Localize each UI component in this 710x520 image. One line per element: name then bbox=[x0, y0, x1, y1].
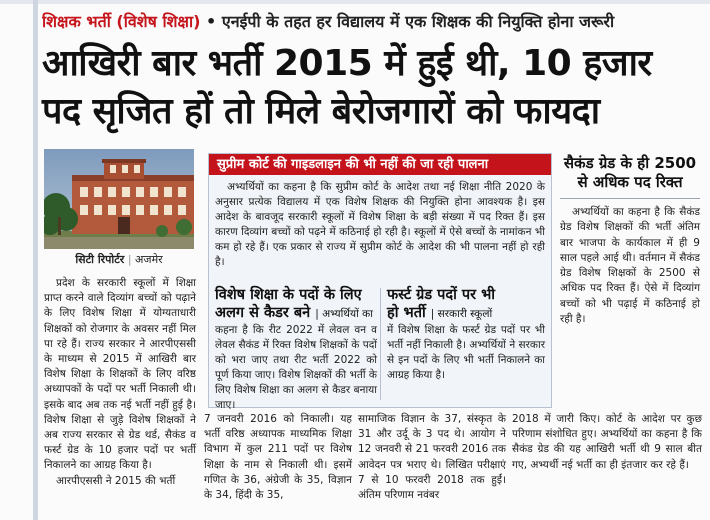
first-grade-lead-text: | सरकारी स्कूलों bbox=[430, 308, 493, 320]
sidebar-rule bbox=[560, 198, 700, 199]
left-column bbox=[44, 276, 196, 489]
cadre-subhead-line-2: अलग से कैडर बने bbox=[215, 305, 311, 321]
byline-place: अजमेर bbox=[135, 253, 163, 266]
box-body-text: अभ्यर्थियों का कहना है कि सुप्रीम कोर्ट के आदेश तथा नई शिक्षा नीति 2020 के अनुसार प्रत्येक विद्यालय में एक विशेष शिक्षक की नियुक्ति होना आवश्यक है। इस आदेश के बावजूद सरकारी स्कूलों में विशेष शिक्षा के बड़ी संख्या में पद रिक्त हैं। इस कारण दिव्यांग बच्चों को पढ़ने में कठिनाई हो रही है। स्कूलों में ऐसे बच्चों के नामांकन भी कम हो रहे हैं। एक प्रकार से राज्य में सुप्रीम कोर्ट के आदेश की भी पालना नहीं हो रही है। bbox=[215, 181, 545, 268]
sidebar-heading: सैकंड ग्रेड के ही 2500 से अधिक पद रिक्त bbox=[563, 154, 697, 191]
box-subsection-first-grade bbox=[387, 286, 545, 383]
cadre-lead-text: | अभ्यर्थियों का bbox=[315, 308, 373, 320]
left-column-text: प्रदेश के सरकारी स्कूलों में शिक्षा प्राप्त करने वाले दिव्यांग बच्चों को पढ़ाने के लिए विशेष शिक्षा में योग्यताधारी शिक्षकों को रोजगार के अवसर नहीं मिल पा रहे हैं। राज्य सरकार ने आरपीएससी के माध्यम से 2015 में आखिरी बार विशेष शिक्षा के शिक्षकों के लिए वरिष्ठ अध्यापकों के पदों पर भर्ती निकाली थी। इसके बाद अब तक नई भर्ती नहीं हुई है। विशेष शिक्षा से जुड़े विशेष शिक्षकों ने अब राज्य सरकार से ग्रेड थर्ड, सैकंड व फर्स्ट ग्रेड के 10 हजार पदों पर भर्ती निकालने का आग्रह किया है। bbox=[44, 277, 196, 472]
left-edge-rule bbox=[33, 0, 38, 520]
cadre-subhead-line-1: विशेष शिक्षा के पदों के लिए bbox=[215, 287, 362, 303]
bottom-column-2: सामाजिक विज्ञान के 37, संस्कृत के 31 और उर्दू के 3 पद थे। आयोग ने 12 जनवरी से 21 फरवरी 2016 तक आवेदन पत्र भराए थे। लिखित परीक्षाएं 7 से 10 फरवरी 2018 तक हुईं। अंतिम परिणाम नवंबर bbox=[358, 413, 506, 502]
sidebar-text-block bbox=[560, 205, 700, 327]
kicker-subtitle: एनईपी के तहत हर विद्यालय में एक शिक्षक की नियुक्ति होना जरूरी bbox=[221, 12, 615, 31]
kicker-line bbox=[42, 10, 710, 32]
kicker-bullet: • bbox=[206, 12, 217, 31]
cadre-text: कहना है कि रीट 2022 में लेवल वन व लेवल सैकंड में रिक्त विशेष शिक्षकों के पदों को भरा जाए तथा रीट भर्ती 2022 को पूर्ण किया जाए। विशेष शिक्षकों की भर्ती के लिए विशेष शिक्षा का अलग से कैडर बनाया जाए। bbox=[215, 324, 377, 411]
byline-separator: | bbox=[127, 253, 132, 266]
box-title-bar: सुप्रीम कोर्ट की गाइडलाइन की भी नहीं की जा रही पालना bbox=[209, 154, 551, 175]
headline-line-2: पद सृजित हों तो मिले बेरोजगारों को फायदा bbox=[42, 91, 600, 132]
top-edge bbox=[0, 0, 710, 4]
first-grade-subhead-line-1: फर्स्ट ग्रेड पदों पर भी bbox=[387, 287, 496, 303]
bottom-column-1: 7 जनवरी 2016 को निकाली। यह भर्ती वरिष्ठ अध्यापक माध्यमिक शिक्षा विभाग में कुल 211 पदों पर विशेष शिक्षा के नाम से निकाली थी। इसमें गणित के 36, अंग्रेजी के 35, विज्ञान के 34, हिंदी के 35, bbox=[204, 413, 352, 502]
bottom-column-3: 2018 में जारी किए। कोर्ट के आदेश पर कुछ परिणाम संशोधित हुए। अभ्यर्थियों का कहना है कि सैकंड ग्रेड की यह आखिरी भर्ती थी 9 साल बीत गए, अभ्यर्थी नई भर्ती का ही इंतजार कर रहे हैं। bbox=[512, 413, 702, 471]
school-building-photo bbox=[44, 149, 194, 249]
byline bbox=[44, 252, 194, 270]
sidebar-second-grade bbox=[560, 154, 700, 327]
school-building-image bbox=[44, 149, 194, 249]
byline-author: सिटी रिपोर्टर bbox=[75, 253, 125, 266]
box-subsection-cadre bbox=[215, 286, 377, 413]
box-body bbox=[215, 180, 545, 270]
first-grade-text: में विशेष शिक्षा के फर्स्ट ग्रेड पदों पर भी भर्ती नहीं निकाली है। अभ्यर्थियों ने सरकार से इन पदों के लिए भी भर्ती निकालने का आग्रह किया है। bbox=[387, 324, 545, 381]
left-column-tail: आरपीएससी ने 2015 की भर्ती bbox=[56, 474, 176, 487]
first-grade-subhead-line-2: हो भर्ती bbox=[387, 305, 426, 321]
box-column-divider bbox=[380, 288, 381, 400]
first-grade-subhead bbox=[387, 286, 545, 323]
kicker-category: शिक्षक भर्ती (विशेष शिक्षा) bbox=[42, 12, 201, 31]
supreme-court-box bbox=[208, 153, 552, 411]
headline-line-1: आखिरी बार भर्ती 2015 में हुई थी, 10 हजार bbox=[42, 43, 652, 84]
sidebar-text: अभ्यर्थियों का कहना है कि सैकंड ग्रेड विशेष शिक्षकों की भर्ती अंतिम बार भाजपा के कार्यकाल में ही 9 साल पहले आई थी। वर्तमान में सैकंड ग्रेड विशेष शिक्षकों के 2500 से अधिक पद रिक्त हैं। ऐसे में दिव्यांग बच्चों को भी पढ़ाई में कठिनाई हो रही है। bbox=[560, 206, 700, 326]
headline bbox=[42, 40, 710, 136]
cadre-subhead bbox=[215, 286, 377, 323]
